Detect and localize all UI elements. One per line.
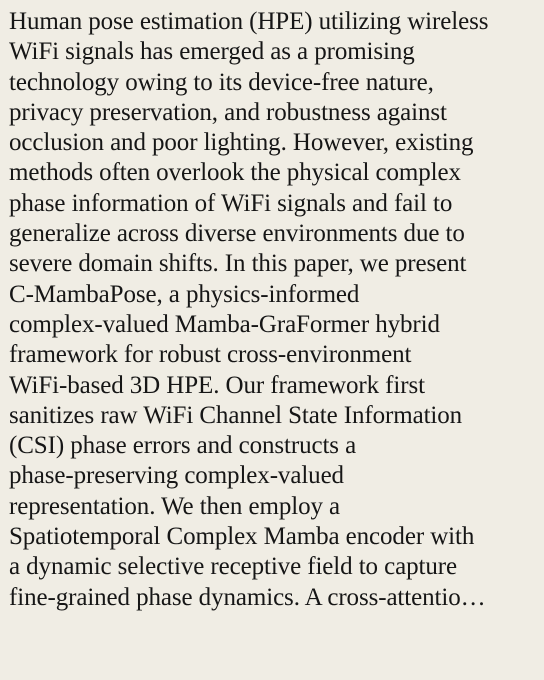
abstract-line: phase-preserving complex-valued: [9, 462, 344, 490]
abstract-line: privacy preservation, and robustness against: [9, 98, 447, 126]
abstract-line: sanitizes raw WiFi Channel State Information: [9, 401, 463, 429]
abstract-line: (CSI) phase errors and constructs a: [9, 432, 357, 460]
abstract-line: WiFi-based 3D HPE. Our framework first: [9, 371, 425, 399]
abstract-line: Human pose estimation (HPE) utilizing wireless: [9, 8, 489, 35]
abstract-line: complex-valued Mamba-GraFormer hybrid: [9, 310, 440, 338]
abstract-line: fine-grained phase dynamics. A cross-attentio…: [9, 583, 486, 611]
abstract-line: a dynamic selective receptive field to capture: [9, 553, 457, 581]
abstract-line: generalize across diverse environments due to: [9, 220, 465, 248]
abstract-line: framework for robust cross-environment: [9, 341, 412, 369]
abstract-line: methods often overlook the physical complex: [9, 159, 461, 187]
abstract-line: representation. We then employ a: [9, 492, 341, 520]
abstract-line: WiFi signals has emerged as a promising: [9, 38, 415, 66]
abstract-line: C-MambaPose, a physics-informed: [9, 280, 360, 308]
abstract-line: Spatiotemporal Complex Mamba encoder with: [9, 523, 475, 551]
abstract-line: occlusion and poor lighting. However, existing: [9, 129, 474, 157]
abstract-line: phase information of WiFi signals and fail to: [9, 189, 453, 217]
abstract-text-block: [9, 7, 539, 613]
abstract-line: technology owing to its device-free nature,: [9, 68, 434, 96]
abstract-line: severe domain shifts. In this paper, we present: [9, 250, 467, 278]
